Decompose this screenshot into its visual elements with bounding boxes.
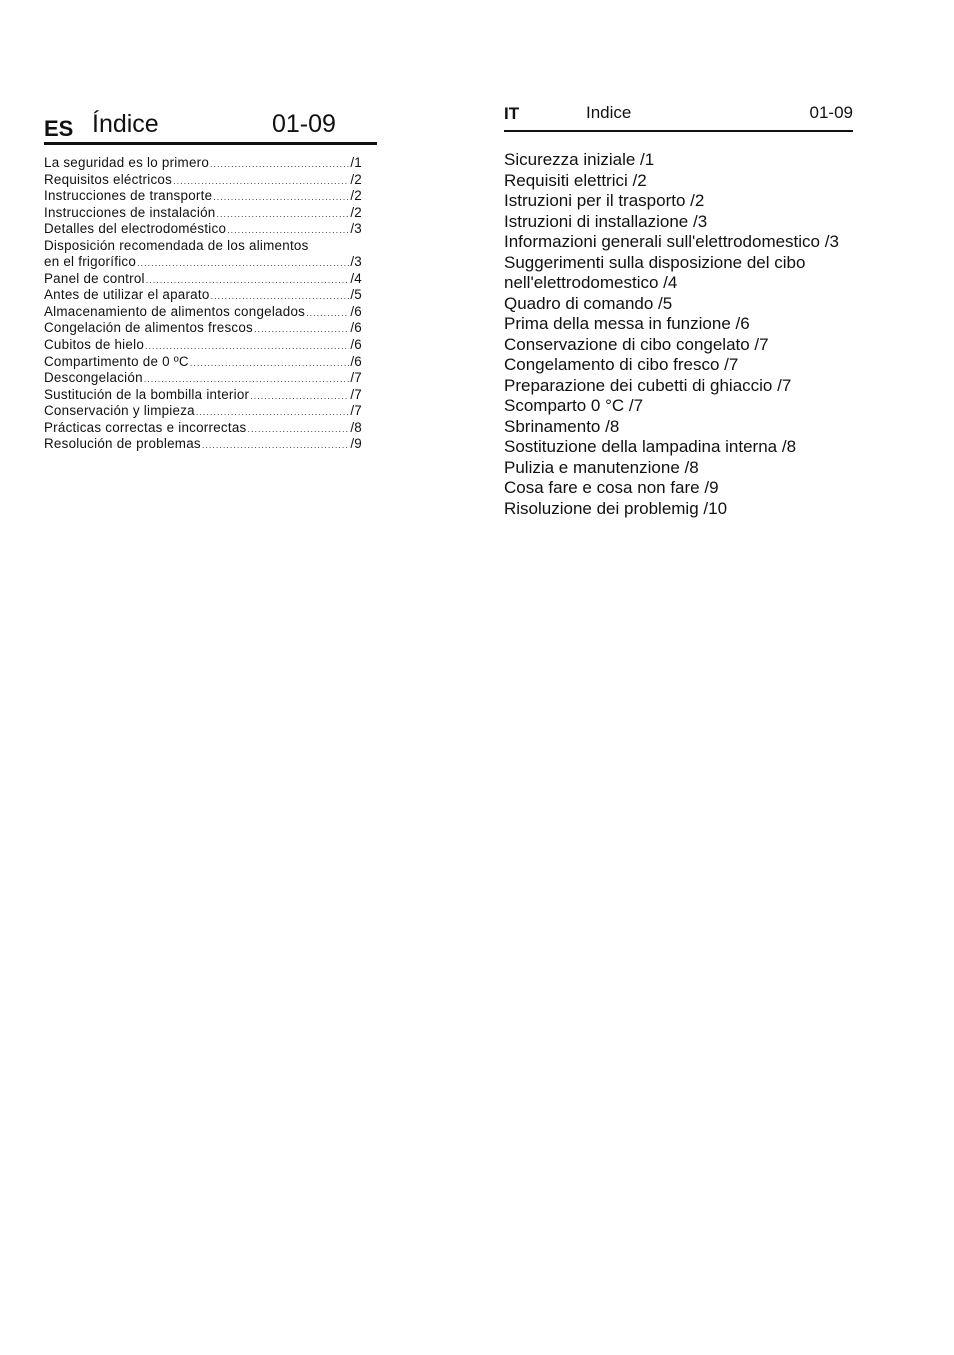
- es-entry-label: Disposición recomendada de los alimentos: [44, 237, 309, 253]
- leader-dots: [227, 225, 349, 235]
- it-index-entry: Cosa fare e cosa non fare /9: [504, 478, 719, 497]
- es-entry-label: Sustitución de la bombilla interior: [44, 386, 250, 402]
- es-index-date: 01-09: [272, 110, 336, 138]
- leader-dots: [137, 258, 349, 268]
- es-entry-label: Conservación y limpieza: [44, 403, 195, 419]
- es-index-entry: [44, 221, 362, 238]
- leader-dots: [146, 275, 350, 285]
- it-index-entry: Risoluzione dei problemig /10: [504, 498, 728, 518]
- it-index-list: [504, 150, 853, 519]
- es-index-list: [44, 155, 362, 453]
- leader-dots: [247, 424, 349, 434]
- leader-dots: [144, 374, 350, 384]
- es-entry-page: /2: [350, 188, 362, 204]
- it-index-title: Indice: [586, 103, 632, 122]
- leader-dots: [217, 209, 350, 219]
- it-index-entry: Sbrinamento /8: [504, 416, 620, 436]
- es-entry-page: /9: [350, 436, 362, 452]
- es-entry-page: /5: [350, 287, 362, 303]
- es-index-entry: [44, 436, 362, 453]
- es-index-entry: [44, 287, 362, 304]
- es-index-entry: [44, 420, 362, 437]
- es-entry-page: /6: [350, 353, 362, 369]
- es-entry-page: /6: [350, 303, 362, 319]
- es-entry-page: /3: [350, 221, 362, 237]
- leader-dots: [211, 291, 350, 301]
- es-index-section: [44, 108, 377, 453]
- es-entry-label: Instrucciones de instalación: [44, 204, 216, 220]
- leader-dots: [173, 176, 349, 186]
- es-entry-page: /8: [350, 419, 362, 435]
- es-entry-page: /7: [350, 370, 362, 386]
- es-entry-page: /1: [350, 155, 362, 170]
- es-index-entry: [44, 354, 362, 371]
- es-entry-label: Cubitos de hielo: [44, 337, 145, 353]
- es-index-entry: [44, 320, 362, 337]
- es-entry-page: /4: [350, 270, 362, 286]
- it-index-section: [504, 100, 853, 519]
- es-entry-page: /6: [350, 320, 362, 336]
- leader-dots: [190, 358, 349, 368]
- es-entry-page: /2: [350, 171, 362, 187]
- es-entry-label: La seguridad es lo primero: [44, 155, 210, 170]
- es-entry-label: Resolución de problemas: [44, 436, 201, 452]
- es-entry-label: en el frigorífico: [44, 254, 137, 270]
- it-index-entry: Quadro di comando /5: [504, 293, 673, 313]
- es-index-title: Índice: [92, 110, 159, 138]
- es-index-entry: [44, 172, 362, 189]
- es-entry-label: Requisitos eléctricos: [44, 171, 173, 187]
- it-index-entry: Pulizia e manutenzione /8: [504, 457, 699, 477]
- leader-dots: [210, 159, 349, 169]
- es-entry-label: Prácticas correctas e incorrectas: [44, 419, 247, 435]
- it-index-entry: Prima della messa in funzione /6: [504, 314, 750, 333]
- leader-dots: [202, 440, 349, 450]
- es-language-code: ES: [44, 116, 74, 141]
- es-index-entry: [44, 304, 362, 321]
- leader-dots: [145, 341, 349, 351]
- it-index-header: [504, 100, 853, 132]
- it-index-entry: Conservazione di cibo congelato /7: [504, 334, 769, 354]
- es-index-entry: [44, 155, 362, 172]
- es-entry-label: Detalles del electrodoméstico: [44, 221, 227, 237]
- es-entry-label: Descongelación: [44, 370, 143, 386]
- it-index-entry: Sostituzione della lampadina interna /8: [504, 437, 797, 456]
- it-index-entry: Preparazione dei cubetti di ghiaccio /7: [504, 375, 792, 395]
- es-entry-page: /2: [350, 204, 362, 220]
- it-index-entry: Sicurezza iniziale /1: [504, 150, 655, 169]
- it-index-entry: nell'elettrodomestico /4: [504, 273, 678, 292]
- leader-dots: [254, 324, 349, 334]
- es-entry-page: /6: [350, 337, 362, 353]
- es-index-entry: [44, 337, 362, 354]
- es-entry-page: /7: [350, 386, 362, 402]
- it-index-entry: Scomparto 0 °C /7: [504, 396, 644, 415]
- leader-dots: [213, 192, 349, 202]
- es-index-entry: [44, 271, 362, 288]
- es-entry-page: /3: [350, 254, 362, 270]
- es-index-entry: [44, 403, 362, 420]
- es-index-header: [44, 108, 377, 145]
- es-index-entry: [44, 205, 362, 222]
- es-entry-label: Congelación de alimentos frescos: [44, 320, 253, 336]
- leader-dots: [196, 407, 349, 417]
- leader-dots: [306, 308, 349, 318]
- leader-dots: [250, 391, 349, 401]
- it-index-entry: Suggerimenti sulla disposizione del cibo: [504, 252, 806, 272]
- es-index-entry: [44, 238, 362, 255]
- it-index-entry: Requisiti elettrici /2: [504, 170, 647, 190]
- es-entry-label: Instrucciones de transporte: [44, 188, 213, 204]
- it-language-code: IT: [504, 104, 520, 123]
- es-index-entry: [44, 387, 362, 404]
- it-index-entry: Informazioni generali sull'elettrodomestico /3: [504, 232, 839, 251]
- es-index-entry: [44, 188, 362, 205]
- it-index-entry: Congelamento di cibo fresco /7: [504, 355, 739, 374]
- es-entry-label: Antes de utilizar el aparato: [44, 287, 210, 303]
- it-index-entry: Istruzioni per il trasporto /2: [504, 191, 705, 210]
- es-index-entry: [44, 254, 362, 271]
- it-index-date: 01-09: [809, 103, 853, 122]
- es-entry-page: /7: [350, 403, 362, 419]
- es-entry-label: Panel de control: [44, 270, 145, 286]
- es-entry-label: Compartimento de 0 ºC: [44, 353, 189, 369]
- es-entry-label: Almacenamiento de alimentos congelados: [44, 303, 306, 319]
- it-index-entry: Istruzioni di installazione /3: [504, 211, 708, 231]
- es-index-entry: [44, 370, 362, 387]
